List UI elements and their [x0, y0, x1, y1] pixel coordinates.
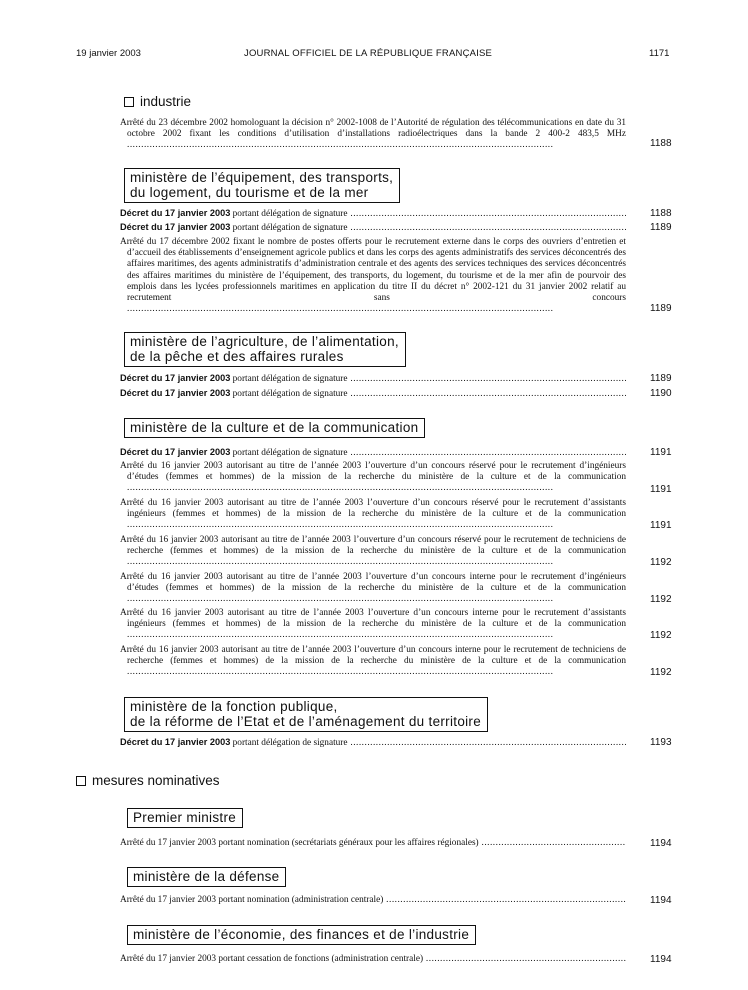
- header-date: 19 janvier 2003: [76, 48, 141, 59]
- entry-page: 1191: [650, 520, 672, 531]
- entry-page: 1194: [650, 954, 672, 965]
- entry-page: 1190: [650, 388, 672, 399]
- entry-bold: Décret du 17 janvier 2003: [120, 737, 231, 747]
- entry-page: 1194: [650, 838, 672, 849]
- entry-text: Arrêté du 16 janvier 2003 autorisant au titre de l’année 2003 l’ouverture d’un concours réservé pour le recrutement de techniciens de recherche (femmes et hommes) de la mission de la recherche du ministère de la culture et de la communication: [120, 535, 626, 557]
- entry-page: 1188: [650, 208, 672, 219]
- entry-text: Arrêté du 16 janvier 2003 autorisant au titre de l’année 2003 l’ouverture d’un concours interne pour le recrutement d’ingénieurs d’études (femmes et hommes) de la mission de la recherche du ministère de la culture et de la communication: [120, 572, 626, 594]
- toc-entry[interactable]: [120, 608, 626, 642]
- toc-entry[interactable]: [120, 535, 626, 569]
- toc-entry[interactable]: [120, 237, 626, 316]
- entry-text: Arrêté du 17 décembre 2002 fixant le nombre de postes offerts pour le recrutement externe dans le corps des ouvriers d’entretien et d’accueil des établissements d’enseignement agricole publics et dans les corps des agents administratifs des services déconcentrés des affaires maritimes, des agents administratifs d’administration centrale et des agents des services techniques des services déconcentrés des affaires maritimes du ministère de l’équipement, des transports, du logement, du tourisme et de la mer afin de pourvoir des emplois dans les lycées professionnels maritimes en application du titre II du décret n° 2002-121 du 31 janvier 2002 relatif au recrutement sans concours: [120, 237, 626, 304]
- entry-page: 1189: [650, 222, 672, 233]
- header-title: JOURNAL OFFICIEL DE LA RÉPUBLIQUE FRANÇAISE: [244, 48, 493, 59]
- ministry-line-1: ministère de la culture et de la communication: [130, 420, 419, 435]
- toc-entry[interactable]: [120, 447, 626, 459]
- ministry-box-premier-ministre: [127, 808, 243, 828]
- ministry-line-2: du logement, du tourisme et de la mer: [130, 185, 369, 200]
- ministry-line-2: de la pêche et des affaires rurales: [130, 349, 344, 364]
- entry-page: 1191: [650, 484, 672, 495]
- entry-text: Arrêté du 16 janvier 2003 autorisant au titre de l’année 2003 l’ouverture d’un concours interne pour le recrutement d’assistants ingénieurs (femmes et hommes) de la mission de la recherche du ministère de la culture et de la communication: [120, 608, 626, 630]
- toc-entry[interactable]: [120, 461, 626, 495]
- checkbox-icon: [124, 97, 134, 107]
- entry-bold: Décret du 17 janvier 2003: [120, 447, 231, 457]
- toc-entry[interactable]: [120, 222, 626, 234]
- entry-text: Arrêté du 17 janvier 2003 portant cessation de fonctions (administration centrale): [120, 954, 424, 964]
- entry-page: 1192: [650, 630, 672, 641]
- entry-text: portant délégation de signature: [230, 448, 348, 458]
- toc-entry[interactable]: [120, 498, 626, 532]
- toc-entry[interactable]: [120, 572, 626, 606]
- ministry-box-equipement: [124, 168, 400, 203]
- ministry-line-1: ministère de l’équipement, des transports,: [130, 170, 394, 185]
- section-heading: industrie: [140, 94, 192, 109]
- toc-entry[interactable]: [120, 645, 626, 679]
- section-industrie: [124, 94, 191, 109]
- entry-page: 1189: [650, 303, 672, 314]
- toc-entry[interactable]: [120, 954, 626, 966]
- entry-text: Arrêté du 16 janvier 2003 autorisant au titre de l’année 2003 l’ouverture d’un concours réservé pour le recrutement d’assistants ingénieurs (femmes et hommes) de la mission de la recherche du ministère de la culture et de la communication: [120, 498, 626, 520]
- toc-entry[interactable]: [120, 737, 626, 749]
- entry-text: Arrêté du 17 janvier 2003 portant nomination (administration centrale): [120, 895, 384, 905]
- entry-text: Arrêté du 16 janvier 2003 autorisant au titre de l’année 2003 l’ouverture d’un concours réservé pour le recrutement d’ingénieurs d’études (femmes et hommes) de la mission de la recherche du ministère de la culture et de la communication: [120, 461, 626, 483]
- entry-page: 1194: [650, 895, 672, 906]
- section-mesures-nominatives: [76, 773, 220, 788]
- ministry-box-economie: [127, 925, 476, 945]
- toc-entry[interactable]: [120, 895, 626, 907]
- entry-page: 1192: [650, 667, 672, 678]
- entry-page: 1191: [650, 447, 672, 458]
- entry-bold: Décret du 17 janvier 2003: [120, 373, 231, 383]
- ministry-line-1: ministère de l’économie, des finances et de l’industrie: [133, 927, 470, 942]
- ministry-line-1: ministère de la défense: [133, 869, 280, 884]
- entry-page: 1188: [650, 138, 672, 149]
- entry-text: Arrêté du 23 décembre 2002 homologuant la décision n° 2002-1008 de l’Autorité de régulation des télécommunications en date du 31 octobre 2002 fixant les conditions d’utilisation d’installations radioélectriques dans la bande 2 400-2 483,5 MHz: [120, 118, 626, 140]
- checkbox-icon: [76, 776, 86, 786]
- entry-text: portant délégation de signature: [230, 223, 348, 233]
- entry-text: portant délégation de signature: [230, 389, 348, 399]
- toc-entry[interactable]: [120, 118, 626, 152]
- entry-bold: Décret du 17 janvier 2003: [120, 388, 231, 398]
- ministry-line-1: Premier ministre: [133, 810, 237, 825]
- entry-bold: Décret du 17 janvier 2003: [120, 222, 231, 232]
- ministry-box-fonction-publique: [124, 697, 488, 732]
- entry-page: 1192: [650, 557, 672, 568]
- section-heading: mesures nominatives: [92, 773, 220, 788]
- entry-text: Arrêté du 17 janvier 2003 portant nomination (secrétariats généraux pour les affaires régionales): [120, 838, 479, 848]
- ministry-line-1: ministère de l’agriculture, de l’alimentation,: [130, 334, 399, 349]
- ministry-line-2: de la réforme de l’Etat et de l’aménagement du territoire: [130, 714, 482, 729]
- entry-bold: Décret du 17 janvier 2003: [120, 208, 231, 218]
- entry-text: portant délégation de signature: [230, 738, 348, 748]
- header-page-number: 1171: [649, 48, 670, 59]
- entry-page: 1192: [650, 594, 672, 605]
- entry-page: 1189: [650, 373, 672, 384]
- ministry-box-defense: [127, 867, 286, 887]
- toc-entry[interactable]: [120, 388, 626, 400]
- toc-entry[interactable]: [120, 373, 626, 385]
- toc-entry[interactable]: [120, 208, 626, 220]
- entry-page: 1193: [650, 737, 672, 748]
- toc-entry[interactable]: [120, 838, 626, 850]
- entry-text: portant délégation de signature: [230, 209, 348, 219]
- ministry-box-culture: [124, 418, 425, 438]
- entry-text: Arrêté du 16 janvier 2003 autorisant au titre de l’année 2003 l’ouverture d’un concours interne pour le recrutement de techniciens de recherche (femmes et hommes) de la mission de la recherche du ministère de la culture et de la communication: [120, 645, 626, 667]
- entry-text: portant délégation de signature: [230, 374, 348, 384]
- ministry-line-1: ministère de la fonction publique,: [130, 699, 338, 714]
- ministry-box-agriculture: [124, 332, 406, 367]
